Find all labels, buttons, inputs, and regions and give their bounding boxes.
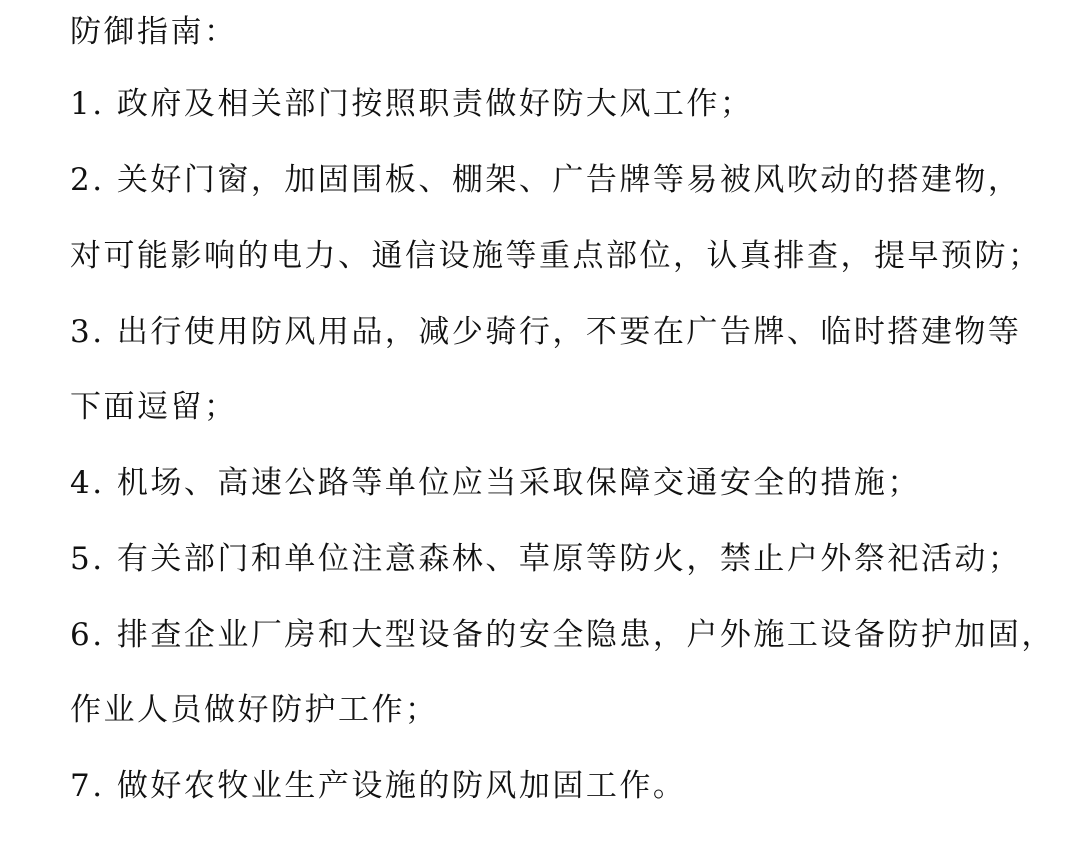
guideline-5: 5. 有关部门和单位注意森林、草原等防火，禁止户外祭祀活动； [70,541,1022,577]
guideline-4: 4. 机场、高速公路等单位应当采取保障交通安全的措施； [70,465,921,501]
guideline-2-line-2: 对可能影响的电力、通信设施等重点部位，认真排查，提早预防； [70,238,1042,274]
document-heading: 防御指南： [70,14,238,50]
guideline-2-line-1: 2. 关好门窗，加固围板、棚架、广告牌等易被风吹动的搭建物， [70,162,1022,198]
guideline-6-line-1: 6. 排查企业厂房和大型设备的安全隐患，户外施工设备防护加固， [70,617,1055,653]
guideline-7: 7. 做好农牧业生产设施的防风加固工作。 [70,768,687,804]
guideline-3-line-1: 3. 出行使用防风用品，减少骑行，不要在广告牌、临时搭建物等 [70,314,1022,350]
guideline-1: 1. 政府及相关部门按照职责做好防大风工作； [70,86,754,122]
guideline-3-line-2: 下面逗留； [70,389,238,425]
guideline-6-line-2: 作业人员做好防护工作； [70,692,439,728]
